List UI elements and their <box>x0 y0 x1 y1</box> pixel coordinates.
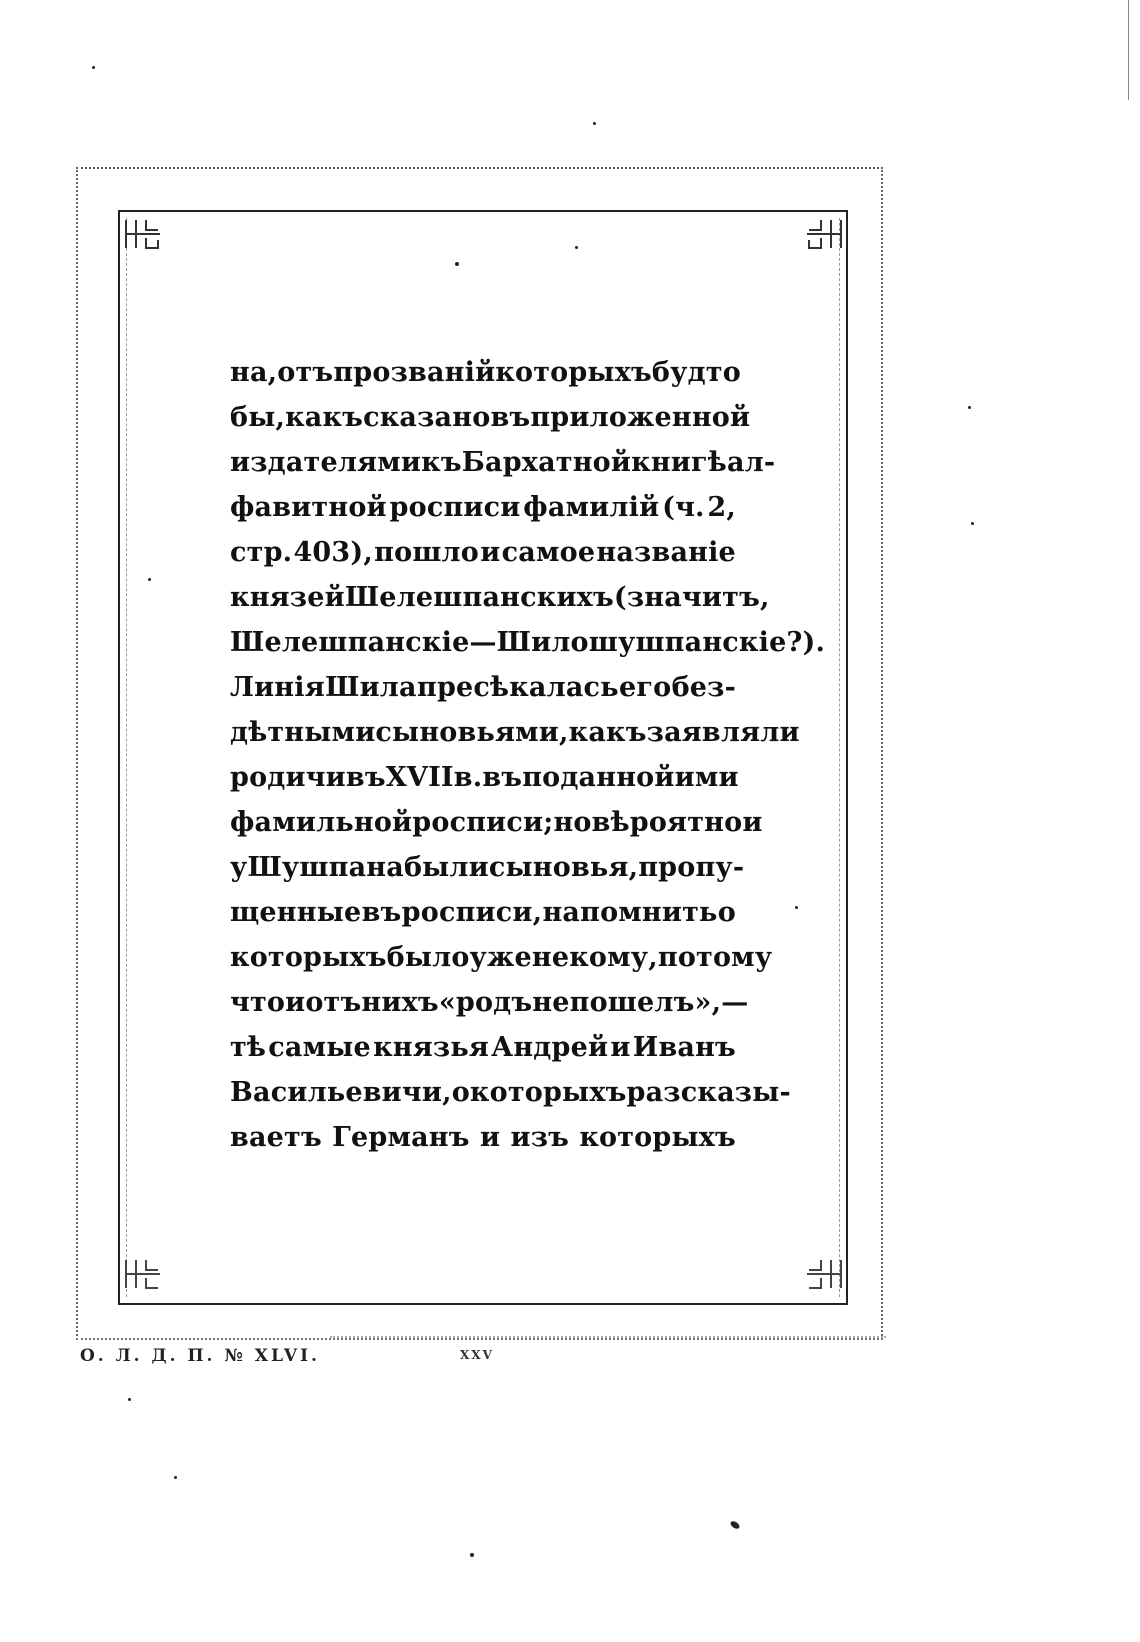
word: были <box>403 852 489 883</box>
word: которыхъ <box>495 357 652 388</box>
word: о <box>717 897 736 928</box>
ink-speck <box>575 246 578 249</box>
text-line <box>230 935 773 980</box>
word: «родъ <box>438 987 533 1018</box>
word: въ <box>361 897 402 928</box>
word: Линія <box>230 672 325 703</box>
word: къ <box>421 447 462 478</box>
word: но <box>553 807 592 838</box>
word: книгѣ <box>631 447 727 478</box>
word: (значитъ, <box>613 582 770 613</box>
text-line <box>230 755 739 800</box>
ink-speck <box>470 1553 474 1557</box>
word: будто <box>651 357 741 388</box>
word: росписи; <box>412 807 554 838</box>
word: его <box>618 672 672 703</box>
signature-mark: О. Л. Д. П. № XLVI. <box>80 1346 320 1366</box>
word: и <box>742 807 763 838</box>
word: 403), <box>293 537 373 568</box>
word: Шушпана <box>247 852 404 883</box>
word: родичи <box>230 762 346 793</box>
text-line <box>230 890 736 935</box>
word: стр. <box>230 537 293 568</box>
word: пошло <box>374 537 480 568</box>
word: в. <box>453 762 483 793</box>
word: Бархатной <box>461 447 632 478</box>
corner-ornament-icon <box>803 216 845 252</box>
ink-speck <box>971 522 974 525</box>
ink-speck <box>593 122 596 125</box>
word: въ <box>490 402 531 433</box>
word: и <box>480 537 501 568</box>
word: напомнить <box>542 897 718 928</box>
word: Шелешпанскіе—Шилошушпанскіе?). <box>230 627 826 658</box>
word: самое <box>501 537 596 568</box>
footer-dotted-rule <box>330 1336 886 1338</box>
word: дѣтными <box>230 717 376 748</box>
text-line <box>230 485 736 530</box>
word: и <box>610 1032 631 1063</box>
corner-ornament-icon <box>122 216 164 252</box>
word: о <box>451 1077 470 1108</box>
word: росписи, <box>401 897 543 928</box>
page-number: XXV <box>460 1348 494 1362</box>
text-line <box>230 620 826 665</box>
text-line <box>230 845 745 890</box>
word: фамильной <box>230 807 413 838</box>
text-line <box>230 530 736 575</box>
word: отъ <box>305 987 362 1018</box>
word: Иванъ <box>632 1032 736 1063</box>
word: князей <box>230 582 345 613</box>
word: отъ <box>277 357 334 388</box>
word: потому <box>657 942 773 973</box>
word: приложенной <box>530 402 751 433</box>
word: и <box>479 1122 501 1153</box>
word: Шелешпанскихъ <box>344 582 614 613</box>
word: сказано <box>363 402 491 433</box>
ink-speck <box>148 578 151 581</box>
corner-ornament-icon <box>803 1256 845 1292</box>
text-line <box>230 665 736 710</box>
word: названіе <box>596 537 736 568</box>
word: ваетъ <box>230 1122 322 1153</box>
word: тѣ <box>230 1032 267 1063</box>
word: самые <box>268 1032 371 1063</box>
word: прозваній <box>333 357 496 388</box>
ink-speck <box>128 1398 131 1401</box>
text-line <box>230 800 763 845</box>
ink-speck <box>174 1476 177 1479</box>
text-line <box>230 980 749 1025</box>
word: некому, <box>531 942 658 973</box>
word: какъ <box>285 402 364 433</box>
word: князья <box>373 1032 489 1063</box>
ink-speck <box>729 1520 741 1531</box>
word: росписи <box>389 492 521 523</box>
word: сыновья, <box>488 852 639 883</box>
text-line <box>230 1070 791 1115</box>
word: заявляли <box>646 717 800 748</box>
text-line <box>230 1025 736 1070</box>
word: Германъ <box>332 1122 470 1153</box>
word: Васильевичи, <box>230 1077 452 1108</box>
word: которыхъ <box>230 942 387 973</box>
word: которыхъ <box>469 1077 627 1108</box>
body-text <box>230 350 826 1160</box>
word: разсказы- <box>626 1077 791 1108</box>
word: вѣроятно <box>591 807 743 838</box>
word: щенные <box>230 897 362 928</box>
word: фамилій <box>523 492 660 523</box>
word: которыхъ <box>579 1122 736 1153</box>
word: было <box>386 942 470 973</box>
ink-speck <box>92 66 95 69</box>
word: бы, <box>230 402 286 433</box>
word: пресѣкалась <box>416 672 619 703</box>
ink-speck <box>968 406 971 409</box>
word: уже <box>469 942 532 973</box>
ink-speck <box>455 262 459 266</box>
word: у <box>230 852 248 883</box>
word: на, <box>230 357 278 388</box>
word: XVII <box>385 762 454 793</box>
word: (ч. <box>662 492 705 523</box>
word: Шила <box>325 672 417 703</box>
word: поданной <box>522 762 675 793</box>
text-line <box>230 575 770 620</box>
word: въ <box>482 762 523 793</box>
text-line <box>230 440 776 485</box>
word: ал- <box>726 447 776 478</box>
word: пошелъ»,— <box>569 987 749 1018</box>
word: 2, <box>707 492 736 523</box>
word: и <box>285 987 306 1018</box>
corner-ornament-icon <box>122 1256 164 1292</box>
text-line <box>230 395 751 440</box>
word: какъ <box>568 717 647 748</box>
word: нихъ <box>361 987 439 1018</box>
text-line <box>230 710 800 755</box>
word: не <box>532 987 570 1018</box>
word: Андрей <box>491 1032 609 1063</box>
word: пропу- <box>638 852 745 883</box>
text-line <box>230 1115 736 1160</box>
word: изъ <box>510 1122 570 1153</box>
text-line <box>230 350 741 395</box>
word: фавитной <box>230 492 387 523</box>
word: без- <box>671 672 736 703</box>
word: что <box>230 987 286 1018</box>
word: ими <box>674 762 739 793</box>
word: въ <box>345 762 386 793</box>
ink-speck <box>795 906 798 909</box>
word: издателями <box>230 447 422 478</box>
word: сыновьями, <box>375 717 569 748</box>
page-edge-rule <box>1128 0 1129 100</box>
